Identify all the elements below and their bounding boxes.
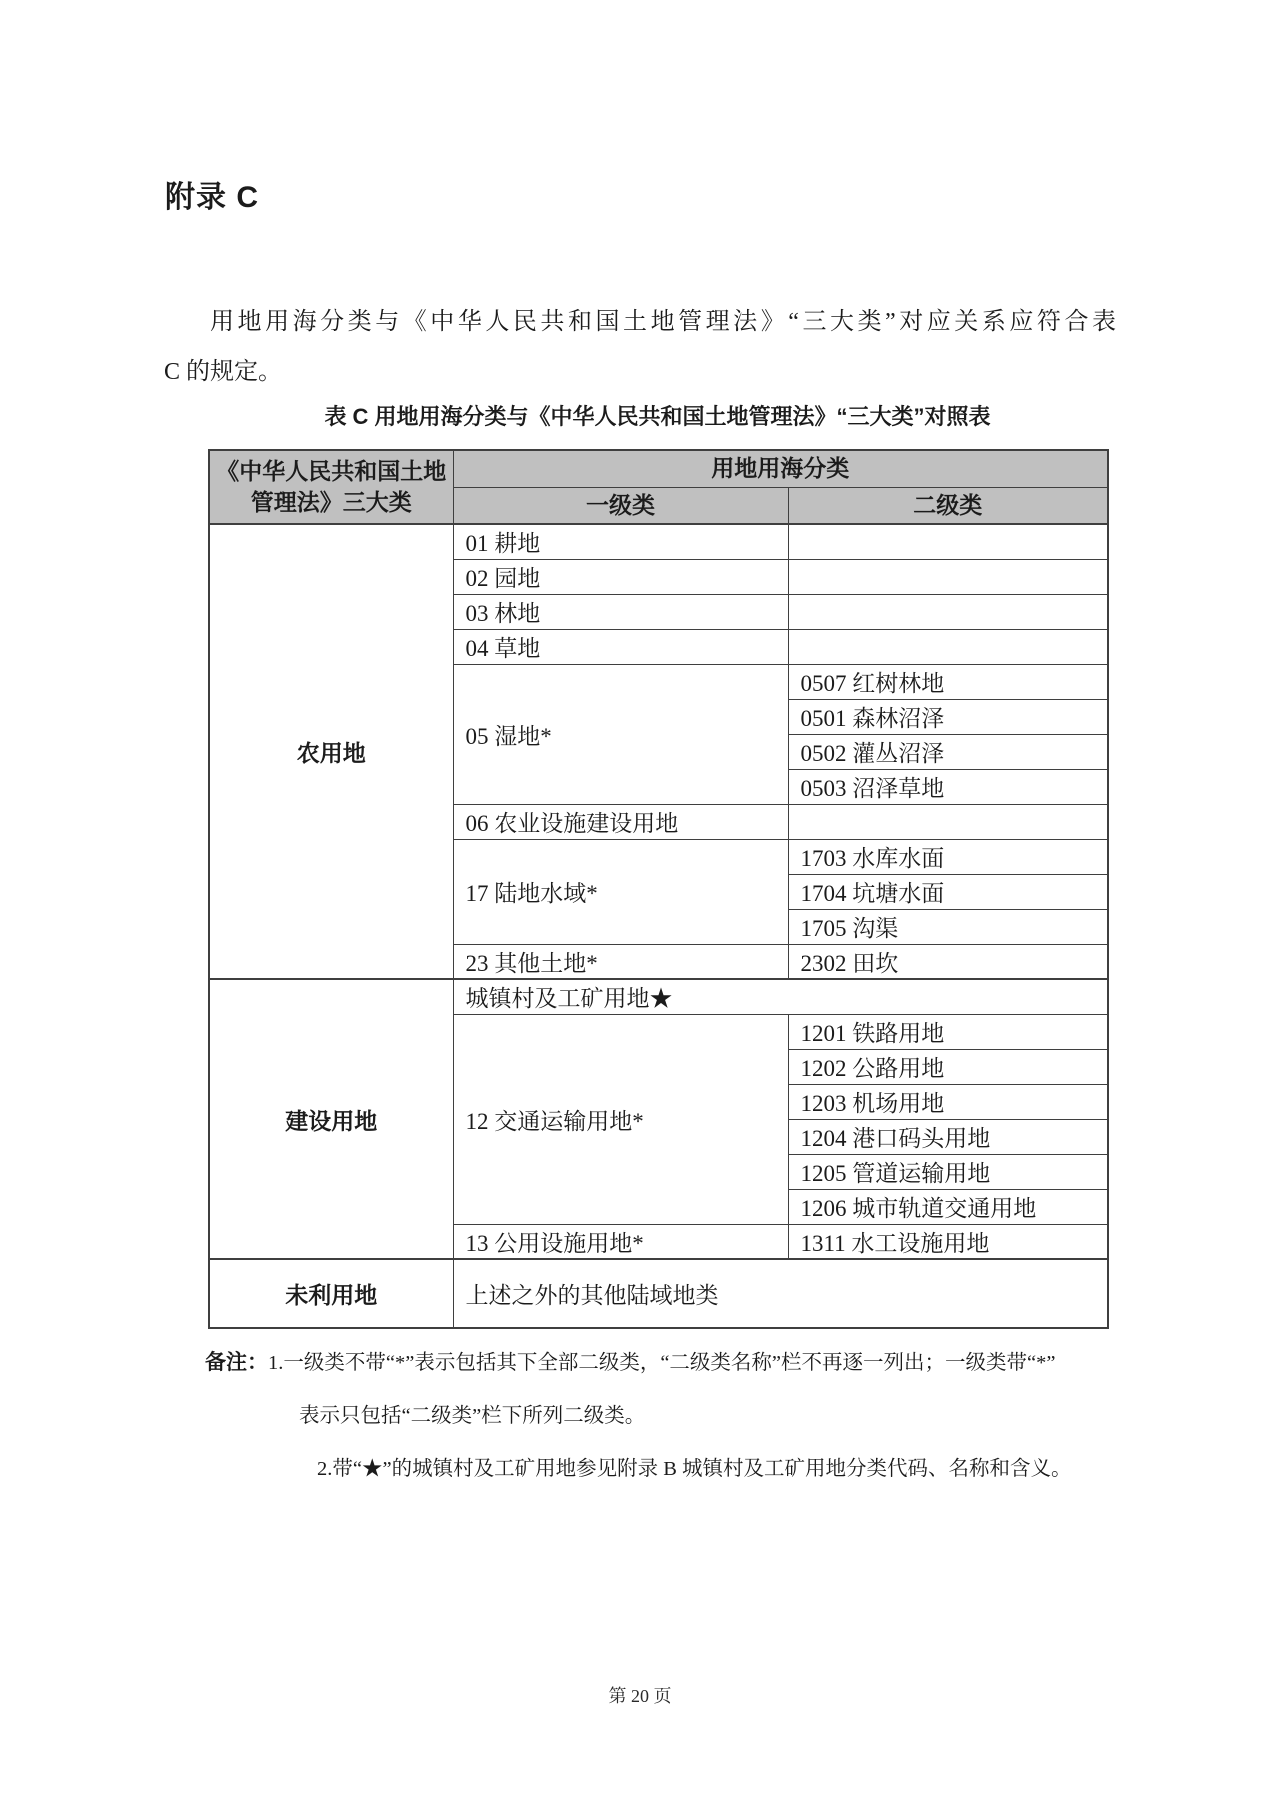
table-row (209, 1259, 1108, 1328)
table-cell: 02 园地 (453, 559, 788, 594)
table-cell: 0502 灌丛沼泽 (788, 734, 1108, 769)
notes-block (205, 1336, 1155, 1496)
table-cell: 0507 红树林地 (788, 664, 1108, 699)
intro-paragraph (164, 297, 1116, 397)
table-cell: 上述之外的其他陆域地类 (453, 1259, 1108, 1328)
group-label-jianshe: 建设用地 (209, 979, 453, 1259)
table-cell (788, 594, 1108, 629)
group-label-nongyongdi: 农用地 (209, 524, 453, 979)
table-cell: 0503 沼泽草地 (788, 769, 1108, 804)
table-cell: 03 林地 (453, 594, 788, 629)
comparison-table (208, 449, 1109, 1329)
table-cell: 1205 管道运输用地 (788, 1154, 1108, 1189)
note-label: 备注： (205, 1351, 268, 1374)
table-cell: 1203 机场用地 (788, 1084, 1108, 1119)
table-cell: 城镇村及工矿用地★ (453, 979, 1108, 1014)
note-line-2: 表示只包括“二级类”栏下所列二级类。 (299, 1405, 646, 1427)
table-cell: 1705 沟渠 (788, 909, 1108, 944)
table-cell: 1202 公路用地 (788, 1049, 1108, 1084)
table-cell: 23 其他土地* (453, 944, 788, 979)
group-label-weiliyong: 未利用地 (209, 1259, 453, 1328)
table-cell: 1206 城市轨道交通用地 (788, 1189, 1108, 1224)
appendix-title: 附录 C (165, 181, 259, 214)
note-line-1 (205, 1336, 1155, 1390)
intro-paragraph-line2: C 的规定。 (164, 359, 283, 385)
table-cell: 06 农业设施建设用地 (453, 804, 788, 839)
table-cell: 05 湿地* (453, 664, 788, 804)
page-number: 第 20 页 (608, 1686, 672, 1706)
table-cell: 0501 森林沼泽 (788, 699, 1108, 734)
table-cell: 17 陆地水域* (453, 839, 788, 944)
header-cell-three-categories: 《中华人民共和国土地管理法》三大类 (209, 450, 453, 524)
table-cell: 1204 港口码头用地 (788, 1119, 1108, 1154)
table-cell: 1201 铁路用地 (788, 1014, 1108, 1049)
table-cell: 1311 水工设施用地 (788, 1224, 1108, 1259)
table-cell: 13 公用设施用地* (453, 1224, 788, 1259)
table-cell: 2302 田坎 (788, 944, 1108, 979)
table-cell: 12 交通运输用地* (453, 1014, 788, 1224)
table-header (209, 450, 1108, 524)
table-cell (788, 524, 1108, 559)
table-cell (788, 559, 1108, 594)
table-cell (788, 629, 1108, 664)
note-line-3: 2.带“★”的城镇村及工矿用地参见附录 B 城镇村及工矿用地分类代码、名称和含义。 (317, 1458, 1072, 1480)
intro-paragraph-line1: 用地用海分类与《中华人民共和国土地管理法》“三大类”对应关系应符合表 (210, 309, 1116, 335)
note-1-text: 1.一级类不带“*”表示包括其下全部二级类，“二级类名称”栏不再逐一列出；一级类带“*” (268, 1352, 1056, 1374)
table-cell: 04 草地 (453, 629, 788, 664)
table-caption: 表 C 用地用海分类与《中华人民共和国土地管理法》“三大类”对照表 (324, 404, 991, 429)
table-cell (788, 804, 1108, 839)
table-body (209, 524, 1108, 1328)
table-cell: 1704 坑塘水面 (788, 874, 1108, 909)
header-cell-level2: 二级类 (788, 487, 1108, 524)
table-cell: 1703 水库水面 (788, 839, 1108, 874)
header-cell-land-sea-classification: 用地用海分类 (453, 450, 1108, 487)
table-row (209, 524, 1108, 559)
table-cell: 01 耕地 (453, 524, 788, 559)
table-row (209, 979, 1108, 1014)
header-cell-level1: 一级类 (453, 487, 788, 524)
